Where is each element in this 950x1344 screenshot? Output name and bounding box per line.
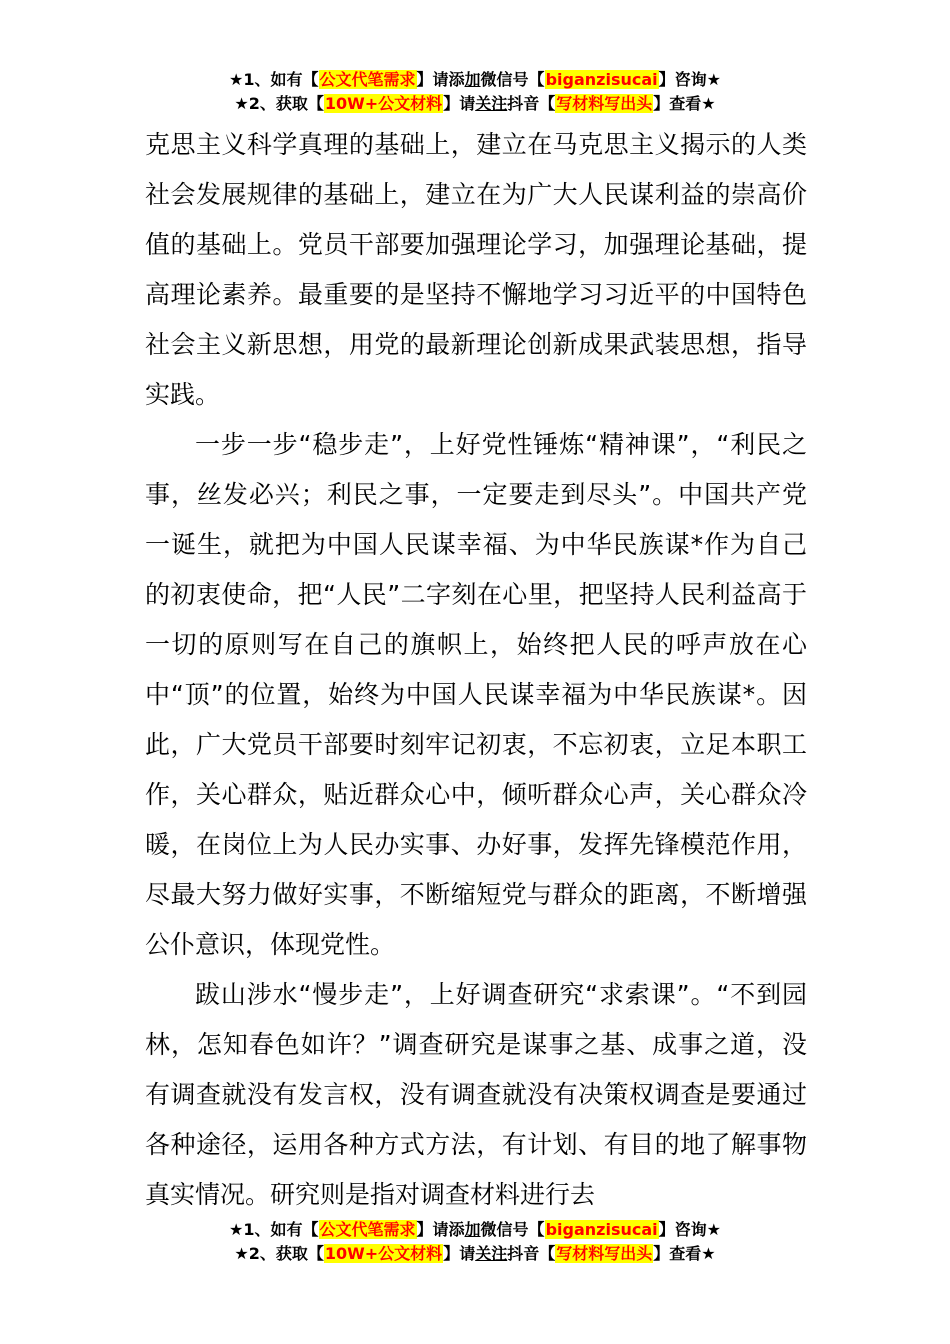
document-body <box>145 120 807 1220</box>
highlight-service: 公文代笔需求 <box>319 70 416 89</box>
highlight-douyin-account: 写材料写出头 <box>556 94 653 113</box>
notice-line-2: ★2、获取【10W+公文材料】请关注抖音【写材料写出头】查看★ <box>234 1244 716 1263</box>
highlight-service: 公文代笔需求 <box>319 1220 416 1239</box>
highlight-wechat-id: biganzisucai <box>545 70 658 89</box>
footer-notice <box>0 1220 950 1268</box>
paragraph-1: 克思主义科学真理的基础上，建立在马克思主义揭示的人类社会发展规律的基础上，建立在为广大人民谋利益的崇高价值的基础上。党员干部要加强理论学习，加强理论基础，提高理论素养。最重要的是坚持不懈地学习习近平的中国特色社会主义新思想，用党的最新理论创新成果武装思想，指导实践。 <box>145 130 807 409</box>
highlight-materials: 10W+公文材料 <box>324 94 443 113</box>
notice-line-2: ★2、获取【10W+公文材料】请关注抖音【写材料写出头】查看★ <box>234 94 716 113</box>
paragraph-2: 一步一步“稳步走”，上好党性锤炼“精神课”，“利民之事，丝发必兴；利民之事，一定要走到尽头”。中国共产党一诞生，就把为中国人民谋幸福、为中华民族谋*作为自己的初衷使命，把“人民”二字刻在心里，把坚持人民利益高于一切的原则写在自己的旗帜上，始终把人民的呼声放在心中“顶”的位置，始终为中国人民谋幸福为中华民族谋*。因此，广大党员干部要时刻牢记初衷，不忘初衷，立足本职工作，关心群众，贴近群众心中，倾听群众心声，关心群众冷暖，在岗位上为人民办实事、办好事，发挥先锋模范作用，尽最大努力做好实事，不断缩短党与群众的距离，不断增强公仆意识，体现党性。 <box>145 430 807 959</box>
notice-line-1: ★1、如有【公文代笔需求】请添加微信号【biganzisucai】咨询★ <box>229 1220 721 1239</box>
header-notice <box>0 70 950 118</box>
highlight-wechat-id: biganzisucai <box>545 1220 658 1239</box>
notice-line-1: ★1、如有【公文代笔需求】请添加微信号【biganzisucai】咨询★ <box>229 70 721 89</box>
highlight-douyin-account: 写材料写出头 <box>556 1244 653 1263</box>
paragraph-3: 跋山涉水“慢步走”，上好调查研究“求索课”。“不到园林，怎知春色如许？”调查研究是谋事之基、成事之道，没有调查就没有发言权，没有调查就没有决策权调查是要通过各种途径，运用各种方式方法，有计划、有目的地了解事物真实情况。研究则是指对调查材料进行去 <box>145 980 807 1209</box>
highlight-materials: 10W+公文材料 <box>324 1244 443 1263</box>
